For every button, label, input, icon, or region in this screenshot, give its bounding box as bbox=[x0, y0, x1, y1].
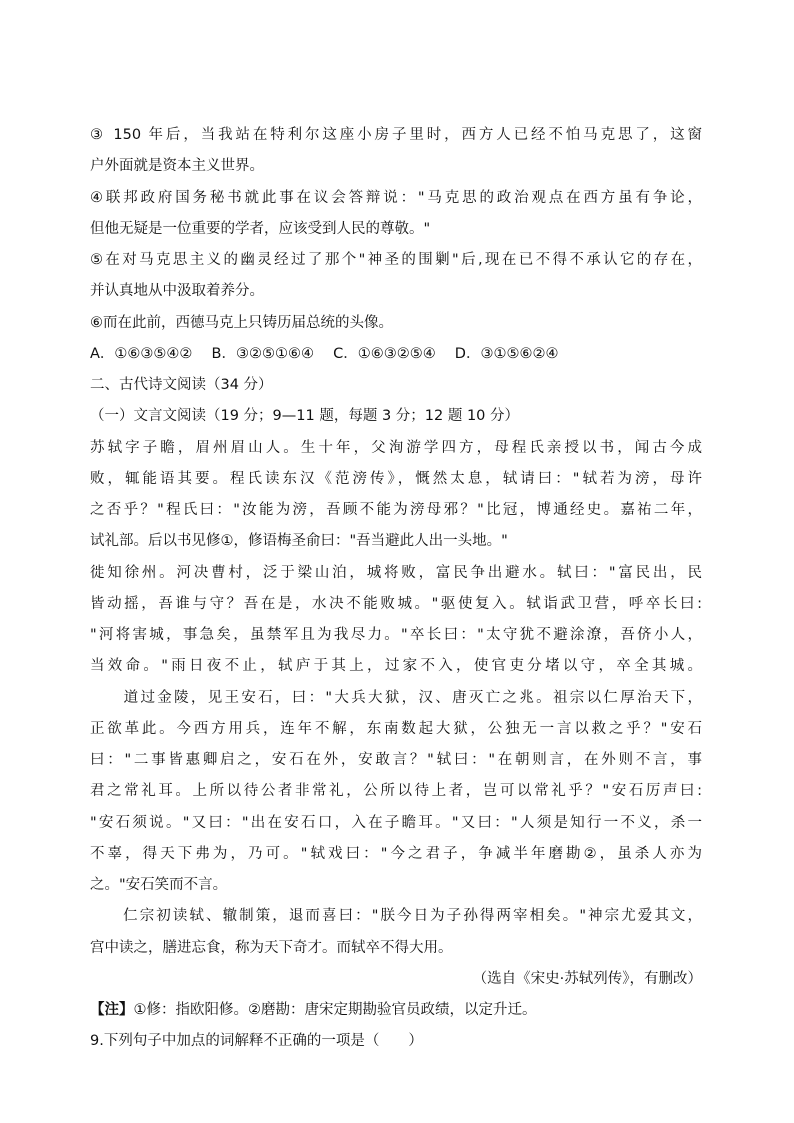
text-line: 徙知徐州。河决曹村，泛于梁山泊，城将败，富民争出避水。轼曰："富民出，民 bbox=[90, 565, 702, 581]
text-line: 仁宗初读轼、辙制策，退而喜曰："朕今日为子孙得两宰相矣。"神宗尤爱其文， bbox=[90, 908, 702, 924]
text-line: 但他无疑是一位重要的学者，应该受到人民的尊敬。" bbox=[90, 221, 431, 237]
text-line: 君之常礼耳。上所以待公者非常礼，公所以待上者，岂可以常礼乎？"安石厉声曰: bbox=[90, 783, 702, 799]
text-line: 皆动摇，吾谁与守？吾在是，水决不能败城。"驱使复入。轼诣武卫营，呼卒长曰: bbox=[90, 596, 702, 612]
text-line: 苏轼字子瞻，眉州眉山人。生十年，父洵游学四方，母程氏亲授以书，闻古今成 bbox=[90, 440, 702, 456]
text-line: 并认真地从中汲取着养分。 bbox=[90, 283, 264, 299]
text-line: 之。"安石笑而不言。 bbox=[90, 877, 228, 893]
text-line: 之否乎？"程氏曰："汝能为滂，吾顾不能为滂母邪？"比冠，博通经史。嘉祐二年， bbox=[90, 502, 702, 518]
text-line: "河将害城，事急矣，虽禁军且为我尽力。"卒长曰："太守犹不避涂潦，吾侪小人， bbox=[90, 627, 702, 643]
text-line: 当效命。"雨日夜不止，轼庐于其上，过家不入，使官吏分堵以守，卒全其城。 bbox=[90, 658, 702, 674]
text-line: ⑤在对马克思主义的幽灵经过了那个"神圣的围剿"后,现在已不得不承认它的存在， bbox=[90, 252, 702, 268]
text-line: ⑥而在此前，西德马克上只铸历届总统的头像。 bbox=[90, 315, 393, 331]
subsection-heading: （一）文言文阅读（19 分；9—11 题，每题 3 分；12 题 10 分） bbox=[90, 408, 520, 424]
footnote bbox=[90, 1000, 702, 1020]
text-line: ③ 150 年后，当我站在特利尔这座小房子里时，西方人已经不怕马克思了，这窗 bbox=[90, 127, 702, 143]
text-line: 户外面就是资本主义世界。 bbox=[90, 158, 264, 174]
source-citation: （选自《宋史·苏轼列传》，有删改） bbox=[472, 971, 702, 987]
text-line: 不辜，得天下弗为，乃可。"轼戏曰："今之君子，争减半年磨勘②，虽杀人亦为 bbox=[90, 846, 702, 862]
text-line: 正欲革此。今西方用兵，连年不解，东南数起大狱，公独无一言以救之乎？"安石 bbox=[90, 721, 702, 737]
text-line: 败，辄能语其要。程氏读东汉《范滂传》，慨然太息，轼请曰："轼若为滂，母许 bbox=[90, 471, 702, 487]
text-line: 道过金陵，见王安石，曰："大兵大狱，汉、唐灭亡之兆。祖宗以仁厚治天下， bbox=[90, 690, 702, 706]
text-line: 试礼部。后以书见修①，修语梅圣俞曰："吾当避此人出一头地。" bbox=[90, 533, 508, 549]
text-line: ④联邦政府国务秘书就此事在议会答辩说："马克思的政治观点在西方虽有争论， bbox=[90, 190, 702, 206]
question-9: 9.下列句子中加点的词解释不正确的一项是（ ） bbox=[90, 1033, 423, 1049]
answer-options: A．①⑥③⑤④② B．③②⑤①⑥④ C．①⑥③②⑤④ D．③①⑤⑥②④ bbox=[90, 346, 559, 362]
note-text: ①修：指欧阳修。②磨勘：唐宋定期勘验官员政绩，以定升迁。 bbox=[133, 1002, 537, 1018]
section-heading: 二、古代诗文阅读（34 分） bbox=[90, 377, 273, 393]
text-line: 曰："二事皆惠卿启之，安石在外，安敢言？"轼曰："在朝则言，在外则不言，事 bbox=[90, 752, 702, 768]
text-line: "安石须说。"又曰："出在安石口，入在子瞻耳。"又曰："人须是知行一不义，杀一 bbox=[90, 815, 702, 831]
note-label: 【注】 bbox=[90, 1002, 134, 1018]
text-line: 宫中读之，膳进忘食，称为天下奇才。而轼卒不得大用。 bbox=[90, 940, 453, 956]
